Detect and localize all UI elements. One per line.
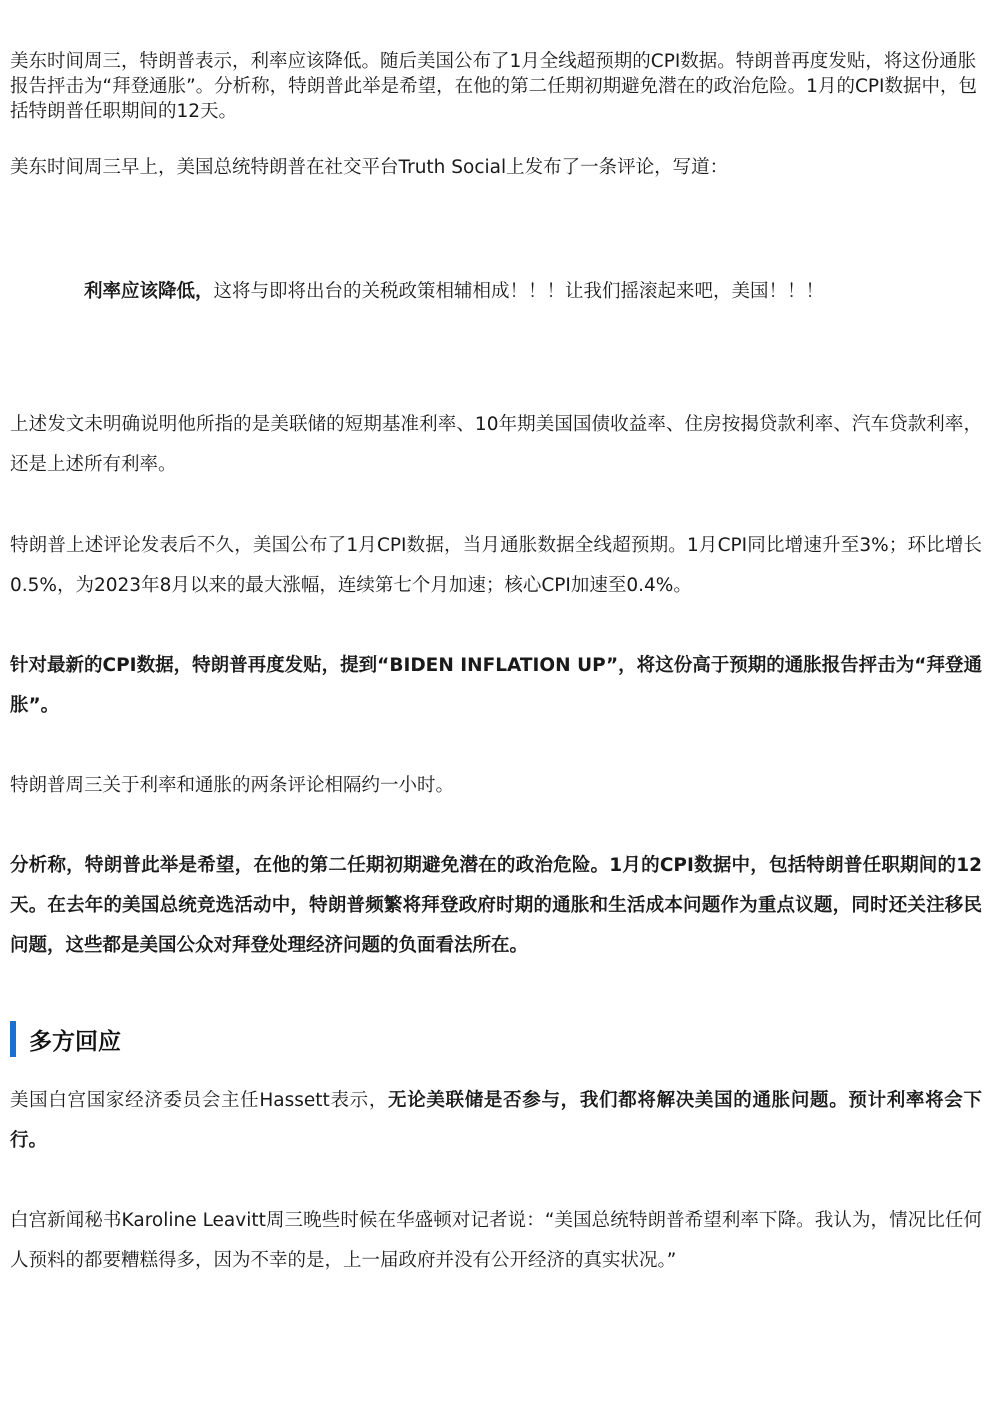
section-heading — [10, 1021, 121, 1057]
hour-apart-paragraph: 特朗普周三关于利率和通胀的两条评论相隔约一小时。 — [10, 775, 455, 796]
rates-paragraph: 上述发文未明确说明他所指的是美联储的短期基准利率、10年期美国国债收益率、住房按揭贷款利率、汽车贷款利率，还是上述所有利率。 — [10, 414, 982, 475]
truth-social-paragraph: 美东时间周三早上，美国总统特朗普在社交平台Truth Social上发布了一条评论，写道： — [10, 157, 729, 178]
trump-quote — [84, 279, 824, 305]
quote-bold: 利率应该降低， — [84, 281, 214, 302]
analysis-paragraph: 分析称，特朗普此举是希望，在他的第二任期初期避免潜在的政治危险。1月的CPI数据中，包括特朗普任职期间的12天。在去年的美国总统竞选活动中，特朗普频繁将拜登政府时期的通胀和生活成本问题作为重点议题，同时还关注移民问题，这些都是美国公众对拜登处理经济问题的负面看法所在。 — [10, 855, 982, 956]
section-heading-text: 多方回应 — [29, 1028, 121, 1055]
cpi-paragraph: 特朗普上述评论发表后不久，美国公布了1月CPI数据，当月通胀数据全线超预期。1月CPI同比增速升至3%；环比增长0.5%，为2023年8月以来的最大涨幅，连续第七个月加速；核心CPI加速至0.4%。 — [10, 535, 982, 596]
heading-accent-bar — [10, 1021, 16, 1057]
hassett-paragraph — [10, 1081, 982, 1161]
biden-inflation-paragraph: 针对最新的CPI数据，特朗普再度发贴，提到“BIDEN INFLATION UP”，将这份高于预期的通胀报告抨击为“拜登通胀”。 — [10, 655, 982, 716]
hassett-normal: 美国白宫国家经济委员会主任Hassett表示， — [10, 1090, 389, 1111]
leavitt-paragraph: 白宫新闻秘书Karoline Leavitt周三晚些时候在华盛顿对记者说：“美国总统特朗普希望利率下降。我认为，情况比任何人预料的都要糟糕得多，因为不幸的是，上一届政府并没有公开经济的真实状况。” — [10, 1210, 982, 1271]
quote-rest: 这将与即将出台的关税政策相辅相成！！！让我们摇滚起来吧，美国！！！ — [213, 281, 825, 302]
hassett-bold: 无论美联储是否参与，我们都将解决美国的通胀问题。预计利率将会下行。 — [10, 1090, 982, 1151]
intro-paragraph: 美东时间周三，特朗普表示，利率应该降低。随后美国公布了1月全线超预期的CPI数据。特朗普再度发贴，将这份通胀报告抨击为“拜登通胀”。分析称，特朗普此举是希望，在他的第二任期初期避免潜在的政治危险。1月的CPI数据中，包括特朗普任职期间的12天。 — [10, 51, 977, 122]
